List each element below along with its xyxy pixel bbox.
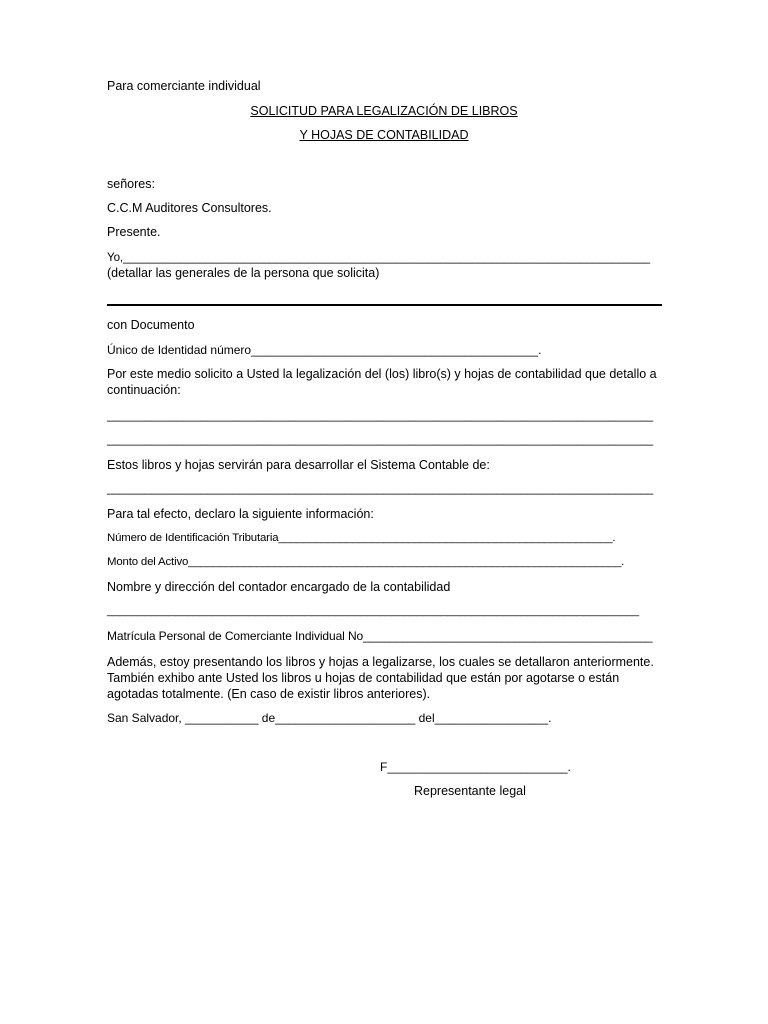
fecha-line: San Salvador, ___________ de_____________________ del_________________. [107,711,552,725]
blank-line-2: _______________________________________________________________________________________ [107,434,653,446]
dui-line: Único de Identidad número___________________________________________. [107,343,542,357]
con-documento-text: con Documento [107,318,195,332]
ademas-paragraph: Además, estoy presentando los libros y hojas a legalizarse, los cuales se detallaron anteriormente. También exhibo ante Usted los libros u hojas de contabilidad que están por agotarse o están agotadas totalmente. (En caso de existir libros anteriores). [107,655,654,701]
firma-line: F___________________________. [380,760,571,774]
salutation: señores: [107,177,155,191]
nit-line: Número de Identificación Tributaria______________________________________________________. [107,532,616,544]
generales-note: (detallar las generales de la persona que solicita) [107,266,380,280]
declaro-text: Para tal efecto, declaro la siguiente información: [107,507,374,521]
representante-legal-text: Representante legal [414,784,526,798]
blank-line-3: _______________________________________________________________________________________ [107,483,653,495]
contador-text: Nombre y dirección del contador encargado de la contabilidad [107,580,451,594]
solicitud-paragraph: Por este medio solicito a Usted la legalización del (los) libro(s) y hojas de contabilidad que detallo a continuación: [107,367,657,397]
firm-name: C.C.M Auditores Consultores. [107,201,272,215]
blank-line-4: ______________________________________________________________________________________ [107,605,639,617]
separator-line [107,304,662,306]
yo-line: Yo,___________________________________________________________________________________ [107,251,650,264]
matricula-line: Matrícula Personal de Comerciante Individual No____________________________________________ [107,629,653,643]
title-line-2: Y HOJAS DE CONTABILIDAD [299,128,469,142]
sistema-contable-text: Estos libros y hojas servirán para desarrollar el Sistema Contable de: [107,458,490,472]
intro-text: Para comerciante individual [107,79,261,93]
title-line-1: SOLICITUD PARA LEGALIZACIÓN DE LIBROS [250,104,518,118]
activo-line: Monto del Activo______________________________________________________________________. [107,556,625,568]
blank-line-1: _______________________________________________________________________________________ [107,410,653,422]
presente-text: Presente. [107,225,161,239]
